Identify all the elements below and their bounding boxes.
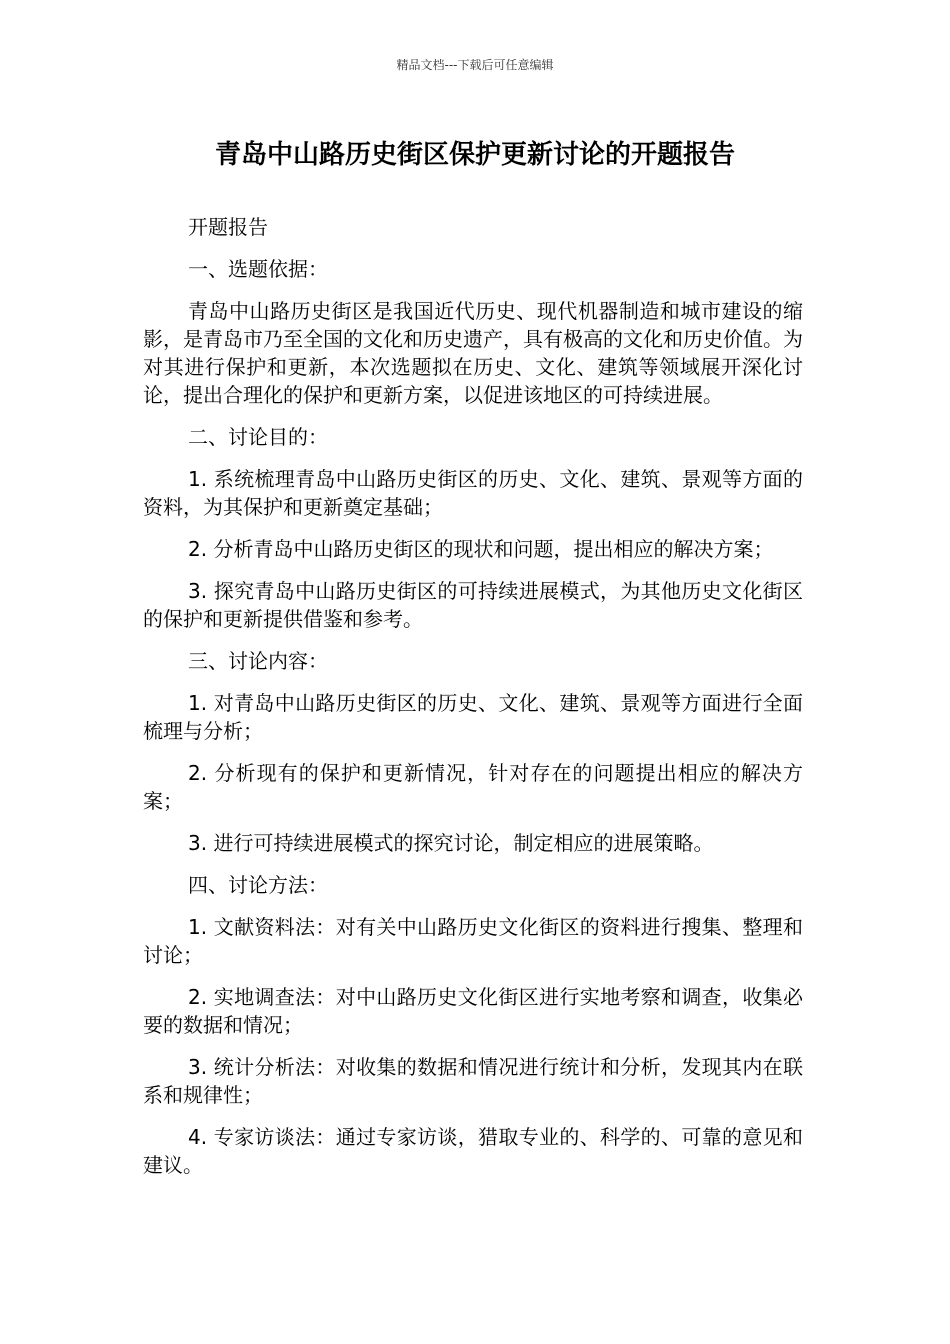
- list-item-purpose-1: 1. 系统梳理青岛中山路历史街区的历史、文化、建筑、景观等方面的资料，为其保护和更新奠定基础；: [143, 467, 803, 519]
- section-heading-basis: 一、选题依据：: [188, 257, 328, 281]
- list-item-content-3: 3. 进行可持续进展模式的探究讨论，制定相应的进展策略。: [188, 831, 714, 855]
- section-heading-purpose: 二、讨论目的：: [188, 425, 328, 449]
- list-item-purpose-2: 2. 分析青岛中山路历史街区的现状和问题，提出相应的解决方案；: [188, 537, 774, 561]
- list-item-method-2: 2. 实地调查法：对中山路历史文化街区进行实地考察和调查，收集必要的数据和情况；: [143, 985, 803, 1037]
- section-heading-content: 三、讨论内容：: [188, 649, 328, 673]
- list-item-content-1: 1. 对青岛中山路历史街区的历史、文化、建筑、景观等方面进行全面梳理与分析；: [143, 691, 803, 743]
- list-item-method-4: 4. 专家访谈法：通过专家访谈，猎取专业的、科学的、可靠的意见和建议。: [143, 1125, 803, 1177]
- section-heading-method: 四、讨论方法：: [188, 873, 328, 897]
- document-body: [143, 213, 803, 1193]
- document-title: 青岛中山路历史街区保护更新讨论的开题报告: [214, 140, 735, 170]
- header-note: 精品文档---下载后可任意编辑: [396, 58, 554, 72]
- list-item-content-2: 2. 分析现有的保护和更新情况，针对存在的问题提出相应的解决方案；: [143, 761, 803, 813]
- list-item-method-1: 1. 文献资料法：对有关中山路历史文化街区的资料进行搜集、整理和讨论；: [143, 915, 803, 967]
- paragraph-report-label: 开题报告: [188, 215, 268, 239]
- list-item-method-3: 3. 统计分析法：对收集的数据和情况进行统计和分析，发现其内在联系和规律性；: [143, 1055, 803, 1107]
- paragraph-basis: 青岛中山路历史街区是我国近代历史、现代机器制造和城市建设的缩影，是青岛市乃至全国的文化和历史遗产，具有极高的文化和历史价值。为对其进行保护和更新，本次选题拟在历史、文化、建筑等领域展开深化讨论，提出合理化的保护和更新方案，以促进该地区的可持续进展。: [143, 299, 803, 407]
- list-item-purpose-3: 3. 探究青岛中山路历史街区的可持续进展模式，为其他历史文化街区的保护和更新提供借鉴和参考。: [143, 579, 803, 631]
